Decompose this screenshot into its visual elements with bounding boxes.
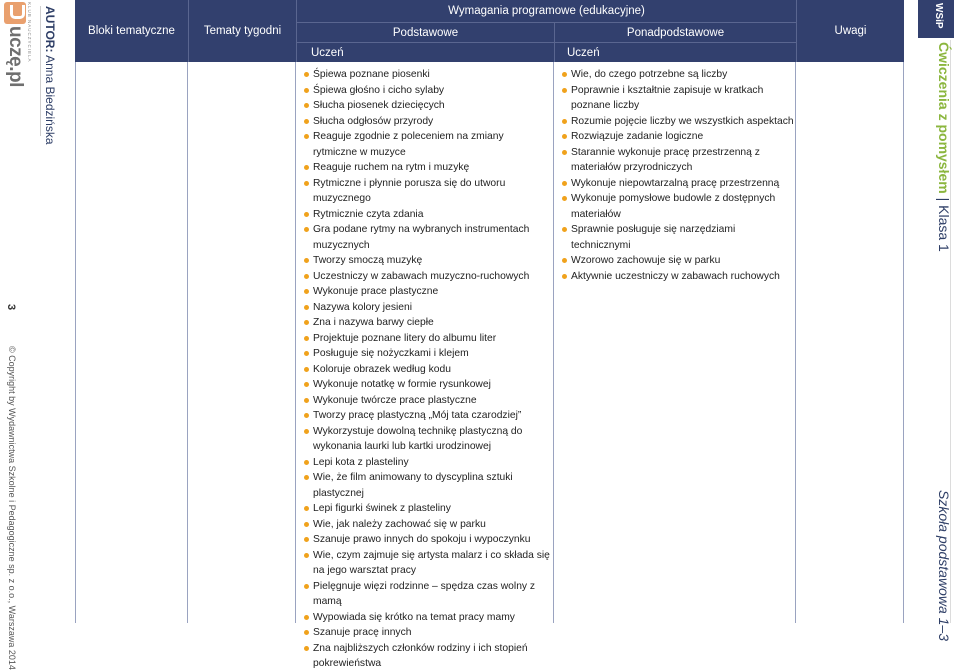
requirement-item: Rytmiczne i płynnie porusza się do utworu muzycznego — [302, 176, 550, 207]
requirement-item: Wie, do czego potrzebne są liczby — [560, 67, 794, 83]
requirement-item: Reaguje ruchem na rytm i muzykę — [302, 160, 550, 176]
requirement-item: Starannie wykonuje pracę przestrzenną z materiałów przyrodniczych — [560, 145, 794, 176]
requirement-item: Koloruje obrazek według kodu — [302, 362, 550, 378]
requirement-item: Rozwiązuje zadanie logiczne — [560, 129, 794, 145]
uwagi-column — [796, 62, 904, 623]
requirement-item: Słucha odgłosów przyrody — [302, 114, 550, 130]
series-grade: Klasa 1 — [936, 205, 952, 252]
right-margin — [908, 0, 960, 641]
header-ponadpodstawowe: Ponadpodstawowe — [554, 22, 796, 42]
requirement-item: Projektuje poznane litery do albumu liter — [302, 331, 550, 347]
requirement-item: Wykonuje prace plastyczne — [302, 284, 550, 300]
school-level: Szkoła podstawowa 1–3 — [936, 490, 952, 641]
header-uwagi: Uwagi — [796, 0, 904, 62]
header-wymagania: Wymagania programowe (edukacyjne) — [296, 0, 796, 22]
requirement-item: Wykonuje niepowtarzalną pracę przestrzenną — [560, 176, 794, 192]
wsip-logo — [918, 0, 954, 38]
requirement-item: Lepi kota z plasteliny — [302, 455, 550, 471]
podstawowe-list — [302, 67, 550, 672]
requirement-item: Śpiewa poznane piosenki — [302, 67, 550, 83]
requirement-item: Posługuje się nożyczkami i klejem — [302, 346, 550, 362]
author-label: AUTOR: — [43, 6, 57, 53]
requirement-item: Szanuje pracę innych — [302, 625, 550, 641]
requirement-item: Gra podane rytmy na wybranych instrumentach muzycznych — [302, 222, 550, 253]
requirement-item: Nazywa kolory jesieni — [302, 300, 550, 316]
header-uczen-podstawowe: Uczeń — [296, 42, 554, 62]
header-tematy: Tematy tygodni — [188, 0, 296, 62]
logo-tagline: KLUB NAUCZYCIELA — [27, 2, 32, 63]
requirement-item: Uczestniczy w zabawach muzyczno-ruchowych — [302, 269, 550, 285]
requirement-item: Tworzy pracę plastyczną „Mój tata czarodziej” — [302, 408, 550, 424]
requirement-item: Sprawnie posługuje się narzędziami technicznymi — [560, 222, 794, 253]
series-title: Ćwiczenia z pomysłem | Klasa 1 — [936, 42, 952, 252]
uczepl-logo — [2, 2, 26, 96]
podstawowe-column — [296, 62, 554, 669]
requirement-item: Zna najbliższych członków rodziny i ich stopień pokrewieństwa — [302, 641, 550, 672]
requirement-item: Wie, że film animowany to dyscyplina sztuki plastycznej — [302, 470, 550, 501]
requirement-item: Wykonuje notatkę w formie rysunkowej — [302, 377, 550, 393]
requirement-item: Wie, czym zajmuje się artysta malarz i co składa się na jego warsztat pracy — [302, 548, 550, 579]
tematy-column — [188, 62, 296, 623]
requirements-table — [75, 0, 907, 669]
requirement-item: Wzorowo zachowuje się w parku — [560, 253, 794, 269]
requirement-item: Śpiewa głośno i cicho sylaby — [302, 83, 550, 99]
requirement-item: Tworzy smoczą muzykę — [302, 253, 550, 269]
page-number: 3 — [5, 304, 17, 311]
header-podstawowe: Podstawowe — [296, 22, 554, 42]
header-bloki: Bloki tematyczne — [75, 0, 188, 62]
requirement-item: Rozumie pojęcie liczby we wszystkich aspektach — [560, 114, 794, 130]
requirement-item: Wykonuje twórcze prace plastyczne — [302, 393, 550, 409]
series-name: Ćwiczenia z pomysłem — [936, 42, 952, 194]
requirement-item: Wypowiada się krótko na temat pracy mamy — [302, 610, 550, 626]
requirement-item: Wie, jak należy zachować się w parku — [302, 517, 550, 533]
requirement-item: Reaguje zgodnie z poleceniem na zmiany rytmiczne w muzyce — [302, 129, 550, 160]
requirement-item: Rytmicznie czyta zdania — [302, 207, 550, 223]
ponadpodstawowe-column — [554, 62, 796, 623]
bloki-column — [75, 62, 188, 623]
logo-u-icon — [4, 2, 26, 24]
requirement-item: Poprawnie i kształtnie zapisuje w kratkach poznane liczby — [560, 83, 794, 114]
author-line — [43, 6, 57, 145]
requirement-item: Słucha piosenek dziecięcych — [302, 98, 550, 114]
requirement-item: Lepi figurki świnek z plasteliny — [302, 501, 550, 517]
header-uczen-ponadpodstawowe: Uczeń — [554, 42, 796, 62]
requirement-item: Szanuje prawo innych do spokoju i wypoczynku — [302, 532, 550, 548]
requirement-item: Pielęgnuje więzi rodzinne – spędza czas wolny z mamą — [302, 579, 550, 610]
requirement-item: Wykonuje pomysłowe budowle z dostępnych materiałów — [560, 191, 794, 222]
requirement-item: Zna i nazywa barwy ciepłe — [302, 315, 550, 331]
requirement-item: Aktywnie uczestniczy w zabawach ruchowych — [560, 269, 794, 285]
ponadpodstawowe-list — [560, 67, 794, 284]
left-margin — [0, 0, 72, 670]
margin-divider — [40, 6, 41, 136]
author-name: Anna Biedzińska — [43, 55, 57, 145]
requirement-item: Wykorzystuje dowolną technikę plastyczną do wykonania laurki lub kartki urodzinowej — [302, 424, 550, 455]
logo-text: uczę.pl — [5, 26, 26, 87]
wsip-logo-text: WSiP — [933, 3, 944, 29]
copyright-notice: © Copyright by Wydawnictwa Szkolne i Pedagogiczne sp. z o.o., Warszawa 2014 — [7, 346, 17, 670]
